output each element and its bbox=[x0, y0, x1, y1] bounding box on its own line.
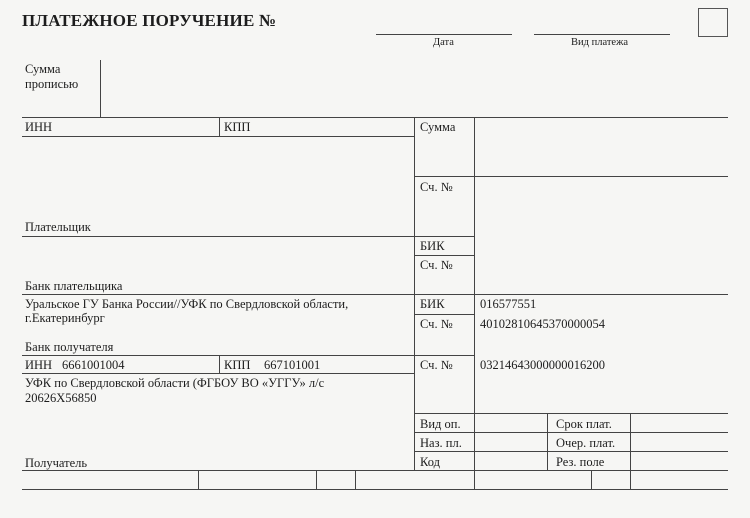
amount-words-divider bbox=[100, 60, 101, 117]
payer-bank-label: Банк плательщика bbox=[25, 279, 123, 293]
payee-label: Получатель bbox=[25, 456, 88, 470]
op-type-label: Вид оп. bbox=[420, 417, 461, 431]
grid-line bbox=[414, 117, 415, 470]
payment-type-label: Вид платежа bbox=[571, 37, 629, 48]
grid-line bbox=[198, 470, 199, 489]
payment-type-field[interactable] bbox=[534, 34, 670, 35]
grid-line bbox=[22, 470, 728, 471]
grid-line bbox=[474, 470, 475, 489]
payee-inn-label: ИНН bbox=[25, 358, 53, 372]
payee-bank-bik-value: 016577551 bbox=[480, 297, 537, 311]
grid-line bbox=[414, 413, 728, 414]
payee-bank-account-label: Сч. № bbox=[420, 317, 453, 331]
grid-line bbox=[414, 432, 728, 433]
payee-bank-account-value: 40102810645370000054 bbox=[480, 317, 605, 331]
grid-line bbox=[414, 255, 474, 256]
payer-inn-label: ИНН bbox=[25, 120, 53, 134]
deadline-label: Срок плат. bbox=[556, 417, 612, 431]
payer-label: Плательщик bbox=[25, 220, 91, 234]
grid-line bbox=[630, 470, 631, 489]
grid-line bbox=[474, 117, 475, 470]
payee-account-value: 03214643000000016200 bbox=[480, 358, 605, 372]
payee-account-label: Сч. № bbox=[420, 358, 453, 372]
pay-purpose-label: Наз. пл. bbox=[420, 436, 462, 450]
grid-line bbox=[22, 294, 728, 295]
payer-account-label: Сч. № bbox=[420, 180, 453, 194]
payee-bank-label: Банк получателя bbox=[25, 340, 114, 354]
payee-name-line-2: 20626X56850 bbox=[25, 391, 97, 405]
order-label: Очер. плат. bbox=[556, 436, 616, 450]
payer-bank-account-label: Сч. № bbox=[420, 258, 453, 272]
grid-line bbox=[547, 413, 548, 470]
payee-inn-value: 6661001004 bbox=[62, 358, 125, 372]
grid-line bbox=[414, 314, 474, 315]
payee-bank-name-line-2: г.Екатеринбург bbox=[25, 311, 105, 325]
grid-line bbox=[22, 236, 474, 237]
document-title: ПЛАТЕЖНОЕ ПОРУЧЕНИЕ № bbox=[22, 11, 277, 30]
amount-words-label: Сумма bbox=[25, 62, 61, 76]
form-code-box[interactable] bbox=[698, 8, 728, 37]
date-label: Дата bbox=[433, 37, 454, 48]
amount-words-label-line-2: прописью bbox=[25, 77, 79, 91]
grid-line bbox=[630, 413, 631, 470]
grid-line bbox=[22, 489, 728, 490]
grid-line bbox=[414, 451, 728, 452]
grid-line bbox=[414, 176, 728, 177]
grid-line bbox=[219, 355, 220, 373]
amount-words-field[interactable] bbox=[102, 60, 728, 116]
grid-line bbox=[355, 470, 356, 489]
payer-kpp-label: КПП bbox=[224, 120, 251, 134]
payer-bank-bik-label: БИК bbox=[420, 239, 445, 253]
payee-bank-name-line-1: Уральское ГУ Банка России//УФК по Свердловской области, bbox=[25, 297, 349, 311]
grid-line bbox=[22, 355, 474, 356]
sum-label: Сумма bbox=[420, 120, 456, 134]
code-label: Код bbox=[420, 455, 440, 469]
grid-line bbox=[22, 117, 728, 118]
reserve-label: Рез. поле bbox=[556, 455, 605, 469]
grid-line bbox=[22, 373, 414, 374]
date-field[interactable] bbox=[376, 34, 512, 35]
payee-bank-bik-label: БИК bbox=[420, 297, 445, 311]
payee-kpp-value: 667101001 bbox=[264, 358, 321, 372]
payee-name-line-1: УФК по Свердловской области (ФГБОУ ВО «УГГУ» л/с bbox=[25, 376, 325, 390]
grid-line bbox=[316, 470, 317, 489]
grid-line bbox=[219, 117, 220, 136]
payee-kpp-label: КПП bbox=[224, 358, 251, 372]
grid-line bbox=[22, 136, 414, 137]
grid-line bbox=[591, 470, 592, 489]
